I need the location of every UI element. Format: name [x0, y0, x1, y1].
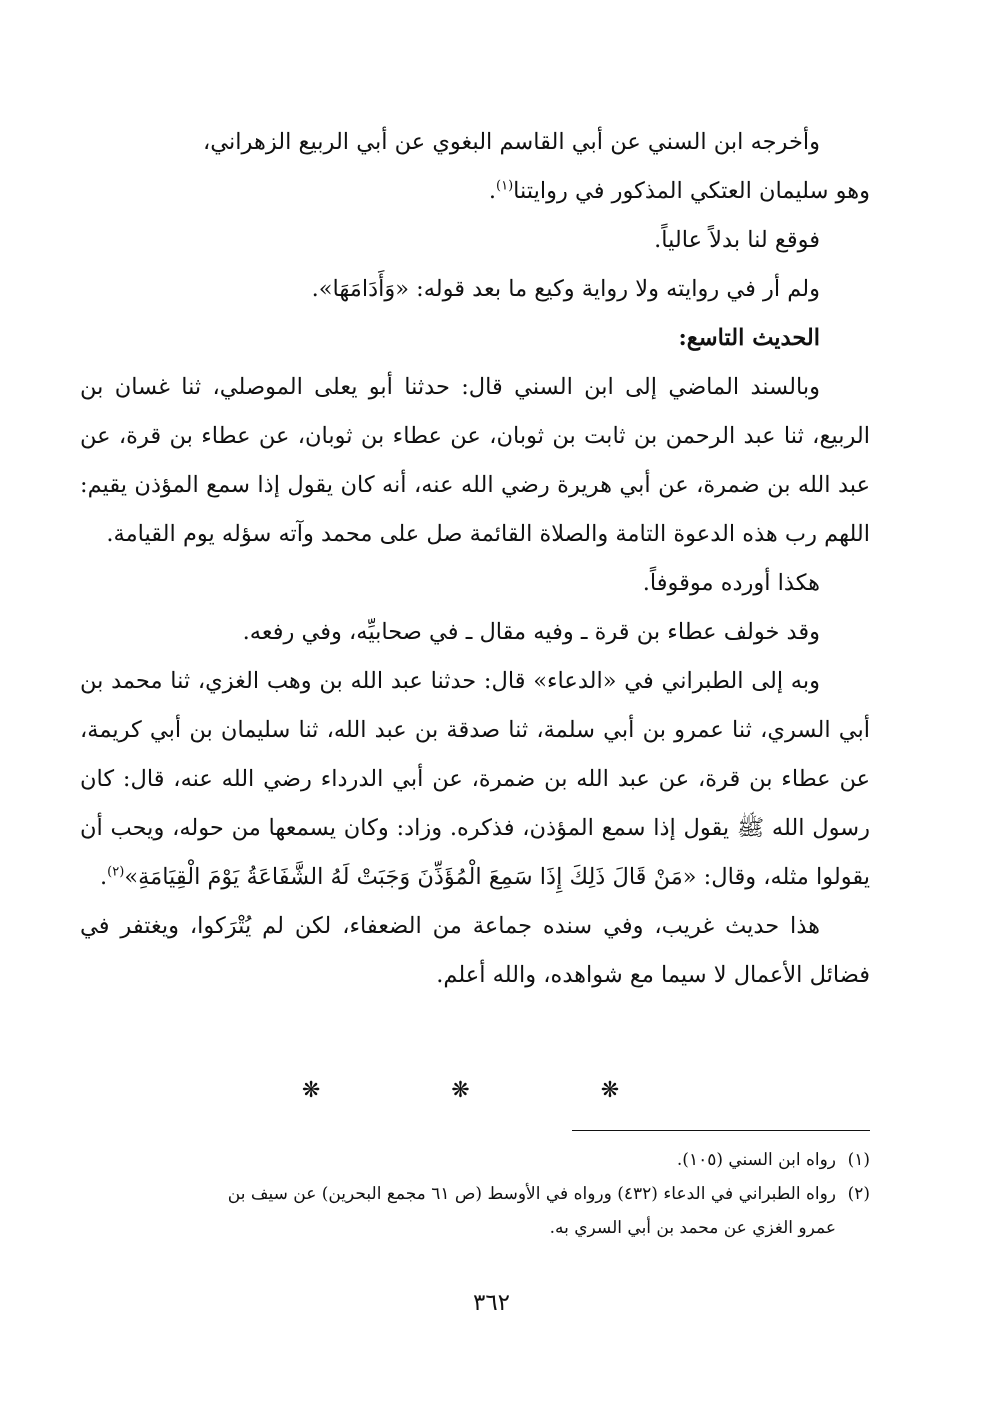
paragraph-6: وقد خولف عطاء بن قرة ـ وفيه مقال ـ في صحابيِّه، وفي رفعه.	[242, 619, 820, 645]
footnote-1-text: رواه ابن السني (١٠٥).	[676, 1150, 836, 1170]
footnote-2-text: رواه الطبراني في الدعاء (٤٣٢) ورواه في الأوسط (ص ٦١ مجمع البحرين) عن سيف بن	[227, 1184, 836, 1204]
paragraph-1	[80, 118, 870, 216]
footnote-2	[80, 1177, 870, 1211]
paragraph-1-line-2: وهو سليمان العتكي المذكور في روايتنا	[513, 178, 870, 204]
paragraph-1-end: .	[488, 178, 497, 204]
footnote-1	[80, 1143, 870, 1177]
page-body	[80, 118, 870, 1000]
footnote-ref-2[interactable]: (٢)	[107, 864, 125, 880]
footnote-2-continuation: عمرو الغزي عن محمد بن أبي السري به.	[549, 1218, 836, 1238]
footnote-ref-1[interactable]: (١)	[496, 178, 514, 194]
footnote-separator	[572, 1130, 870, 1131]
footnotes	[80, 1143, 870, 1245]
paragraph-2: فوقع لنا بدلاً عالياً.	[654, 227, 820, 253]
section-divider-stars: ❋ ❋ ❋	[301, 1078, 682, 1103]
paragraph-4: وبالسند الماضي إلى ابن السني قال: حدثنا أبو يعلى الموصلي، ثنا غسان بن الربيع، ثنا عبد الرحمن بن ثابت بن ثوبان، عن عطاء بن ثوبان، عن عطاء بن قرة، عن عبد الله بن ضمرة، عن أبي هريرة رضي الله عنه، أنه كان يقول إذا سمع المؤذن يقيم: اللهم رب هذه الدعوة التامة والصلاة القائمة صل على محمد وآته سؤله يوم القيامة.	[80, 374, 870, 547]
section-heading: الحديث التاسع:	[678, 325, 820, 351]
paragraph-5: هكذا أورده موقوفاً.	[642, 570, 820, 596]
paragraph-1-line-1: وأخرجه ابن السني عن أبي القاسم البغوي عن أبي الربيع الزهراني،	[203, 129, 820, 155]
paragraph-8: هذا حديث غريب، وفي سنده جماعة من الضعفاء، لكن لم يُتْرَكوا، ويغتفر في فضائل الأعمال لا سيما مع شواهده، والله أعلم.	[80, 913, 870, 988]
paragraph-7	[80, 657, 870, 902]
paragraph-3: ولم أر في روايته ولا رواية وكيع ما بعد قوله: «وَأَدَامَهَا».	[311, 276, 820, 302]
paragraph-7-end: .	[100, 864, 108, 890]
footnote-1-number: (١)	[847, 1150, 870, 1170]
footnote-2-number: (٢)	[847, 1184, 870, 1204]
paragraph-7-text: وبه إلى الطبراني في «الدعاء» قال: حدثنا عبد الله بن وهب الغزي، ثنا محمد بن أبي السري، ثنا عمرو بن أبي سلمة، ثنا صدقة بن عبد الله، ثنا سليمان بن أبي كريمة، عن عطاء بن قرة، عن عبد الله بن ضمرة، عن أبي الدرداء رضي الله عنه، قال: كان رسول الله ﷺ يقول إذا سمع المؤذن، فذكره. وزاد: وكان يسمعها من حوله، ويحب أن يقولوا مثله، وقال: «مَنْ قَالَ ذَلِكَ إِذَا سَمِعَ الْمُؤَذِّنَ وَجَبَتْ لَهُ الشَّفَاعَةُ يَوْمَ الْقِيَامَةِ»	[80, 668, 870, 890]
page-number: ٣٦٢	[472, 1290, 511, 1316]
